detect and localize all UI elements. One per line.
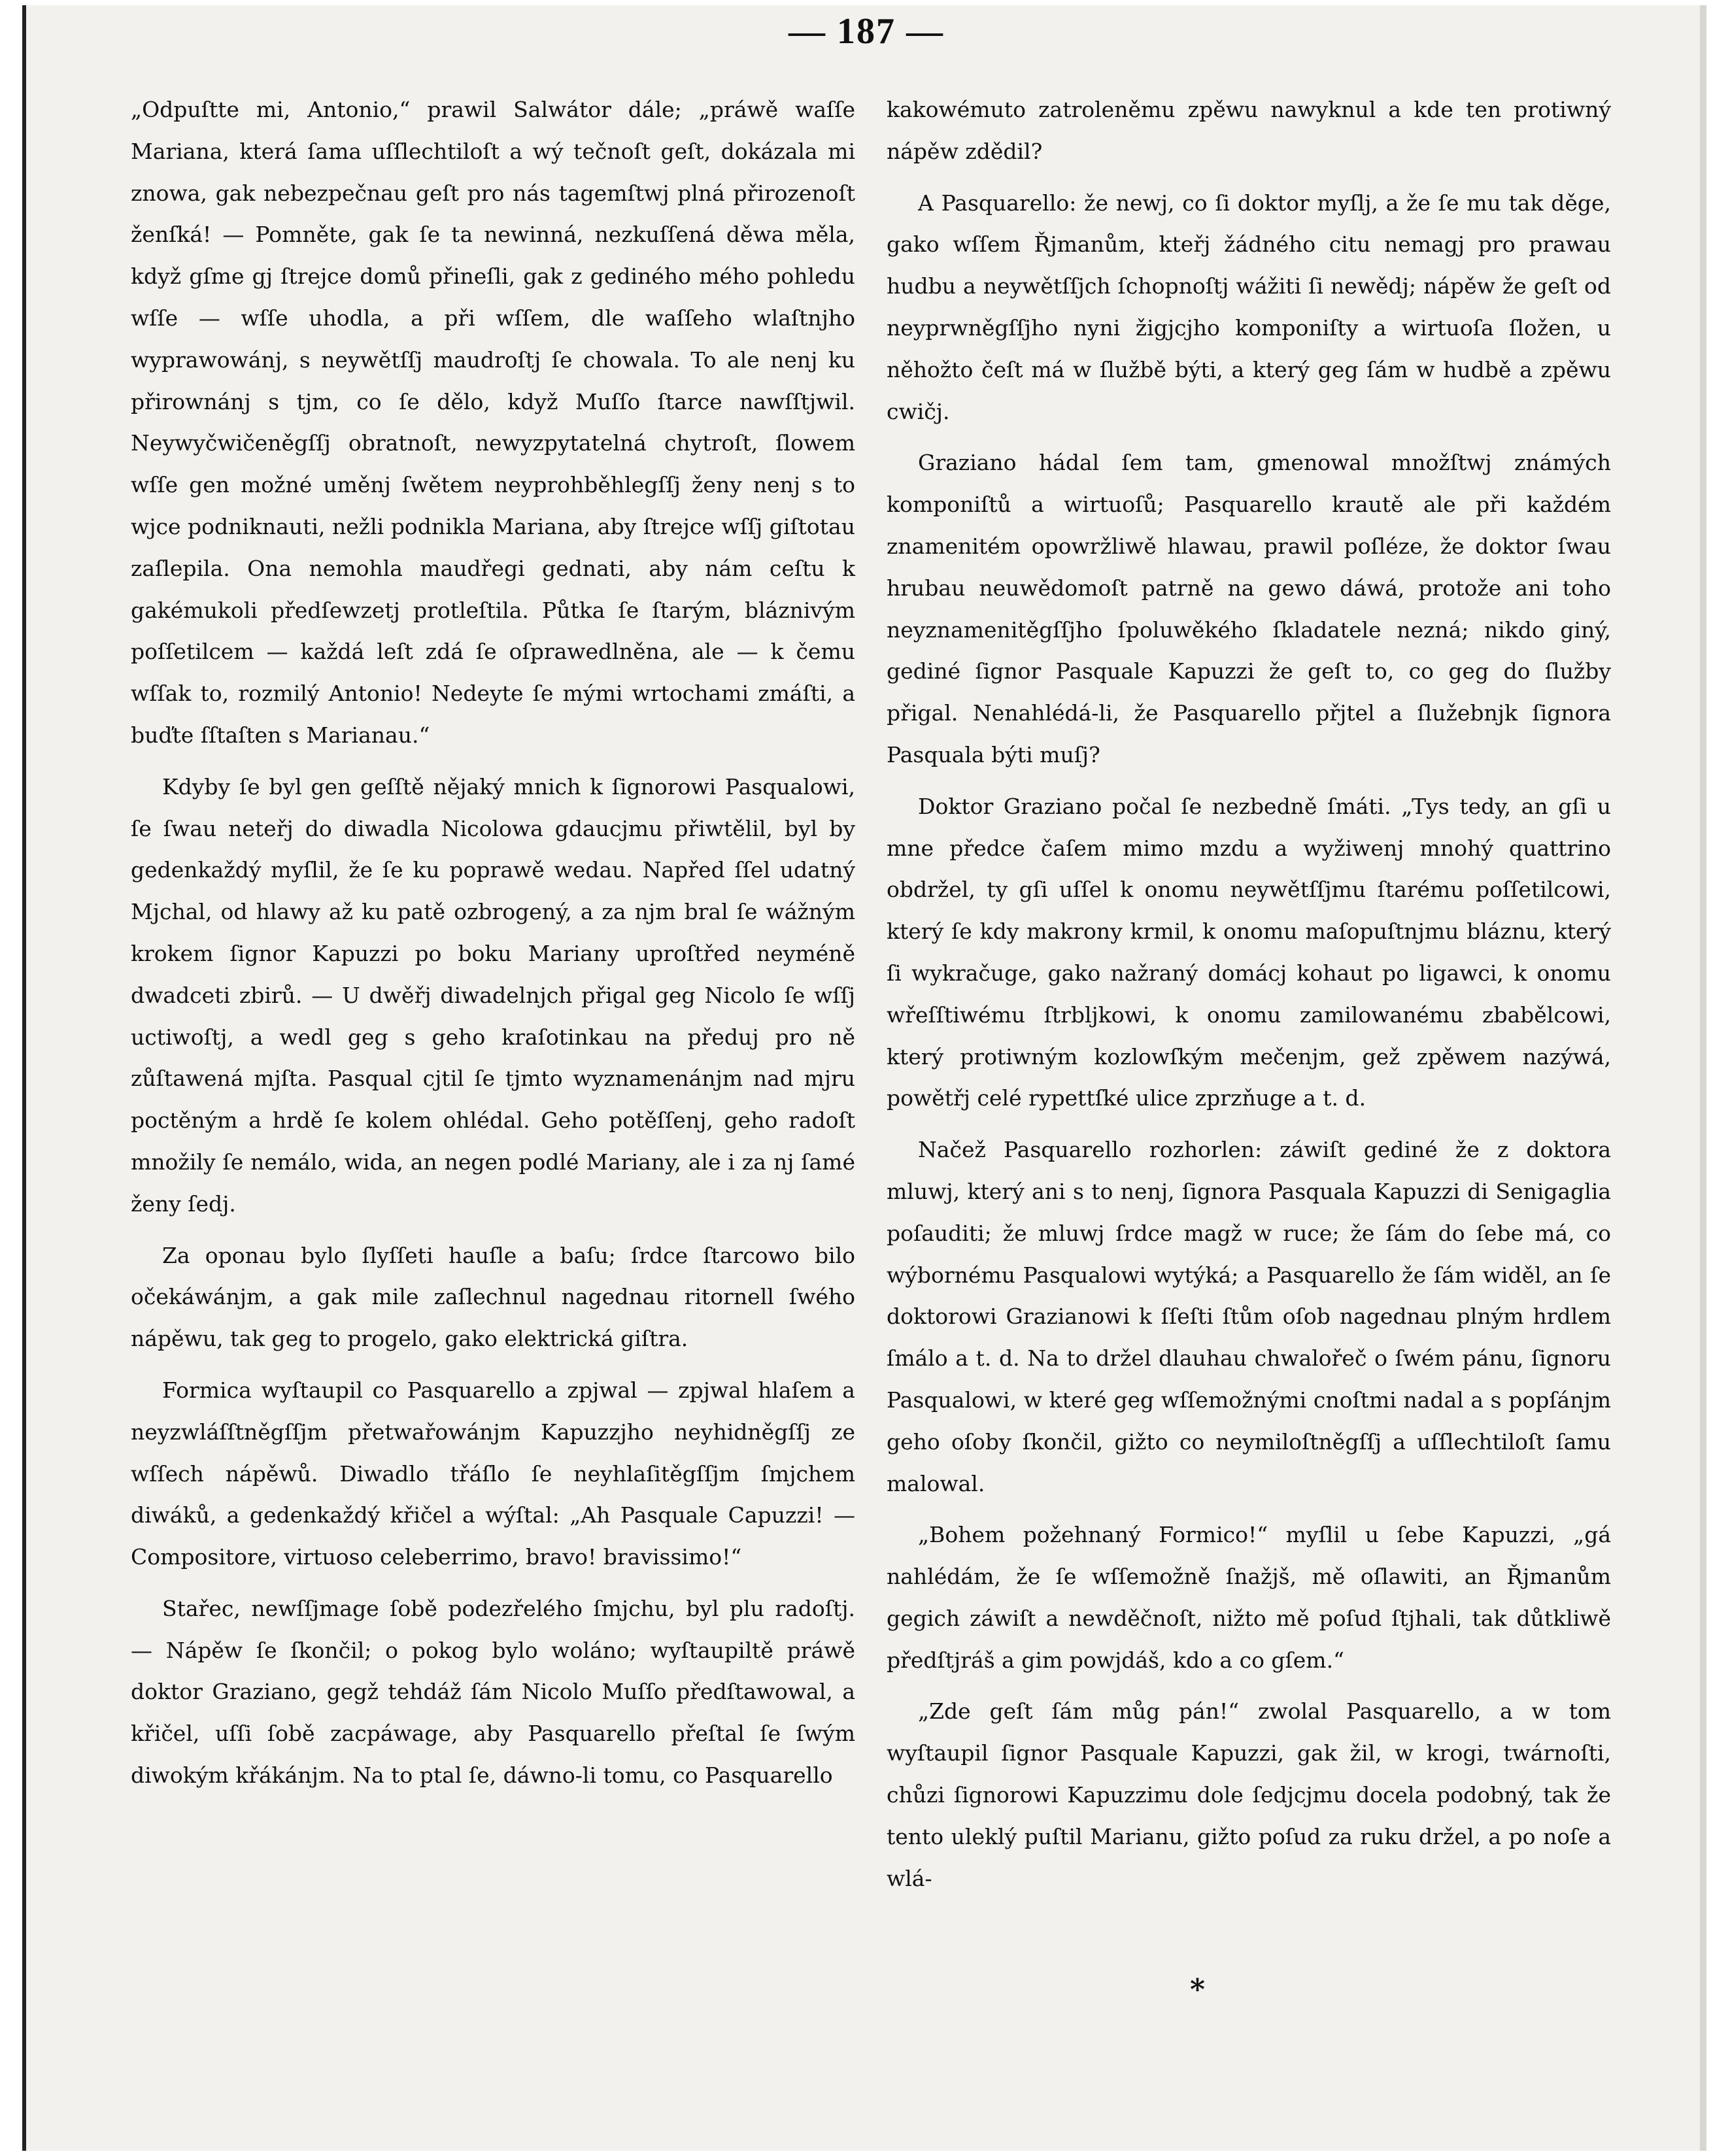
right-text-column (887, 89, 1611, 1909)
paragraph: Kdyby ſe byl gen geſſtě nějaký mnich k ſignorowi Pasqualowi, ſe ſwau neteřj do diwadla Nicolowa gdaucjmu přiwtělil, byl by gedenkaždý myſlil, že ſe ku poprawě wedau. Napřed ſſel udatný Mjchal, od hlawy až ku patě ozbrogený, a za njm bral ſe wážným krokem ſignor Kapuzzi po boku Mariany uproſtřed neyméně dwadceti zbirů. — U dwěřj diwadelnjch přigal geg Nicolo ſe wſſj uctiwoſtj, a wedl geg s geho kraſotinkau na předuj pro ně zůſtawená mjſta. Pasqual cjtil ſe tjmto wyznamenánjm nad mjru poctěným a hrdě ſe kolem ohlédal. Geho potěſſenj, geho radoſt množily ſe nemálo, wida, an negen podlé Mariany, ale i za nj ſamé ženy ſedj. (131, 773, 855, 1217)
paragraph: kakowémuto zatroleněmu zpěwu nawyknul a kde ten protiwný nápěw zdědil? (887, 97, 1611, 164)
signature-mark: * (1190, 1973, 1206, 2006)
paragraph: „Bohem požehnaný Formico!“ myſlil u ſebe Kapuzzi, „gá nahlédám, že ſe wſſemožně ſnažjš, mě oſlawiti, an Řjmanům gegich záwiſt a newděčnoſt, nižto mě poſud ſtjhali, tak důtkliwě předſtjráš a gim powjdáš, kdo a co gſem.“ (887, 1522, 1611, 1673)
paragraph: A Pasquarello: že newj, co ſi doktor myſlj, a že ſe mu tak děge, gako wſſem Řjmanům, kteřj žádného citu nemagj pro prawau hudbu a neywětſſjch ſchopnoſtj wážiti ſi newědj; nápěw že geſt od neyprwněgſſjho nyni žigjcjho komponiſty a wirtuoſa ſložen, u něhožto čeſt má w ſlužbě býti, a který geg ſám w hudbě a zpěwu cwičj. (887, 190, 1611, 424)
paragraph: Načež Pasquarello rozhorlen: záwiſt gediné že z doktora mluwj, který ani s to nenj, ſignora Pasquala Kapuzzi di Senigaglia poſauditi; že mluwj ſrdce magž w ruce; že ſám do ſebe má, co wýbornému Pasqualowi wytýká; a Pasquarello že ſám widěl, an ſe doktorowi Grazianowi k ſſeſti ſtům oſob nagednau plným hrdlem ſmálo a t. d. Na to držel dlauhau chwalořeč o ſwém pánu, ſignoru Pasqualowi, w které geg wſſemožnými cnoſtmi nadal a s popſánjm geho oſoby ſkončil, gižto co neymiloſtněgſſj a uſſlechtiloſt ſamu malowal. (887, 1137, 1611, 1496)
paragraph: Graziano hádal ſem tam, gmenowal množſtwj známých komponiſtů a wirtuoſů; Pasquarello krautě ale při každém znamenitém opowržliwě hlawau, prawil poſléze, že doktor ſwau hrubau neuwědomoſt patrně na gewo dáwá, protože ani toho neyznamenitěgſſjho ſpoluwěkého ſkladatele nezná; nikdo giný, gediné ſignor Pasquale Kapuzzi že geſt to, co geg do ſlužby přigal. Nenahlédá-li, že Pasquarello přjtel a ſlužebnjk ſignora Pasquala býti muſj? (887, 450, 1611, 767)
paragraph: „Zde geſt ſám můg pán!“ zwolal Pasquarello, a w tom wyſtaupil ſignor Pasquale Kapuzzi, gak žil, w krogi, twárnoſti, chůzi ſignorowi Kapuzzimu dole ſedjcjmu docela podobný, tak že tento uleklý puſtil Marianu, gižto poſud za ruku držel, a po noſe a wlá- (887, 1698, 1611, 1891)
paragraph: Stařec, newſſjmage ſobě podezřelého ſmjchu, byl plu radoſtj. — Nápěw ſe ſkončil; o pokog bylo woláno; wyſtaupiltě práwě doktor Graziano, gegž tehdáž ſám Nicolo Muſſo předſtawowal, a křičel, uſſi ſobě zacpáwage, aby Pasquarello přeſtal ſe ſwým diwokým křákánjm. Na to ptal ſe, dáwno-li tomu, co Pasquarello (131, 1595, 855, 1789)
left-text-column (131, 89, 855, 1806)
paragraph: Doktor Graziano počal ſe nezbedně ſmáti. „Tys tedy, an gſi u mne předce čaſem mimo mzdu a wyžiwenj mnohý quattrino obdržel, ty gſi uſſel k onomu neywětſſjmu ſtarému poſſetilcowi, který ſe kdy makrony krmil, k onomu maſopuſtnjmu bláznu, který ſi wykračuge, gako nažraný domácj kohaut po ligawci, k onomu wřeſſtiwému ſtrbljkowi, k onomu zamilowanému zbabělcowi, který protiwným kozlowſkým mečenjm, gež zpěwem nazýwá, powětřj celé rypettſké ulice zprzňuge a t. d. (887, 793, 1611, 1111)
book-page (22, 5, 1706, 2151)
page-number: — 187 — (789, 11, 944, 52)
paragraph: Formica wyſtaupil co Pasquarello a zpjwal — zpjwal hlaſem a neyzwláſſtněgſſjm přetwařowánjm Kapuzzjho neyhidněgſſj ze wſſech nápěwů. Diwadlo třáſlo ſe neyhlaſitěgſſjm ſmjchem diwáků, a gedenkaždý křičel a wýſtal: „Ah Pasquale Capuzzi! — Compositore, virtuoso celeberrimo, bravo! bravissimo!“ (131, 1377, 855, 1570)
scan-edge (1700, 5, 1706, 2151)
paragraph: Za oponau bylo ſlyſſeti hauſle a baſu; ſrdce ſtarcowo bilo očekáwánjm, a gak mile zaſlechnul nagednau ritornell ſwého nápěwu, tak geg to progelo, gako elektrická giſtra. (131, 1242, 855, 1352)
paragraph: „Odpuſtte mi, Antonio,“ prawil Salwátor dále; „práwě waſſe Mariana, která ſama uſſlechtiloſt a wý tečnoſt geſt, dokázala mi znowa, gak nebezpečnau geſt pro nás tagemſtwj plná přirozenoſt ženſká! — Pomněte, gak ſe ta newinná, nezkuſſená děwa měla, když gſme gj ſtrejce domů přineſli, gak z gediného mého pohledu wſſe — wſſe uhodla, a při wſſem, dle waſſeho wlaſtnjho wyprawowánj, s neywětſſj maudroſtj ſe chowala. To ale nenj ku přirownánj s tjm, co ſe dělo, když Muſſo ſtarce nawſſtjwil. Neywyčwičeněgſſj obratnoſt, newyzpytatelná chytroſt, ſlowem wſſe gen možné uměnj ſwětem neyprohběhlegſſj ženy nenj s to wjce podniknauti, nežli podnikla Mariana, aby ſtrejce wſſj giſtotau zaſlepila. Ona nemohla maudřegi gednati, aby nám ceſtu k gakémukoli předſewzetj protleſtila. Půtka ſe ſtarým, bláznivým poſſetilcem — každá leſt zdá ſe oſprawedlněna, ale — k čemu wſſak to, rozmilý Antonio! Nedeyte ſe mými wrtochami zmáſti, a buďte ſſtaſten s Marianau.“ (131, 97, 855, 748)
